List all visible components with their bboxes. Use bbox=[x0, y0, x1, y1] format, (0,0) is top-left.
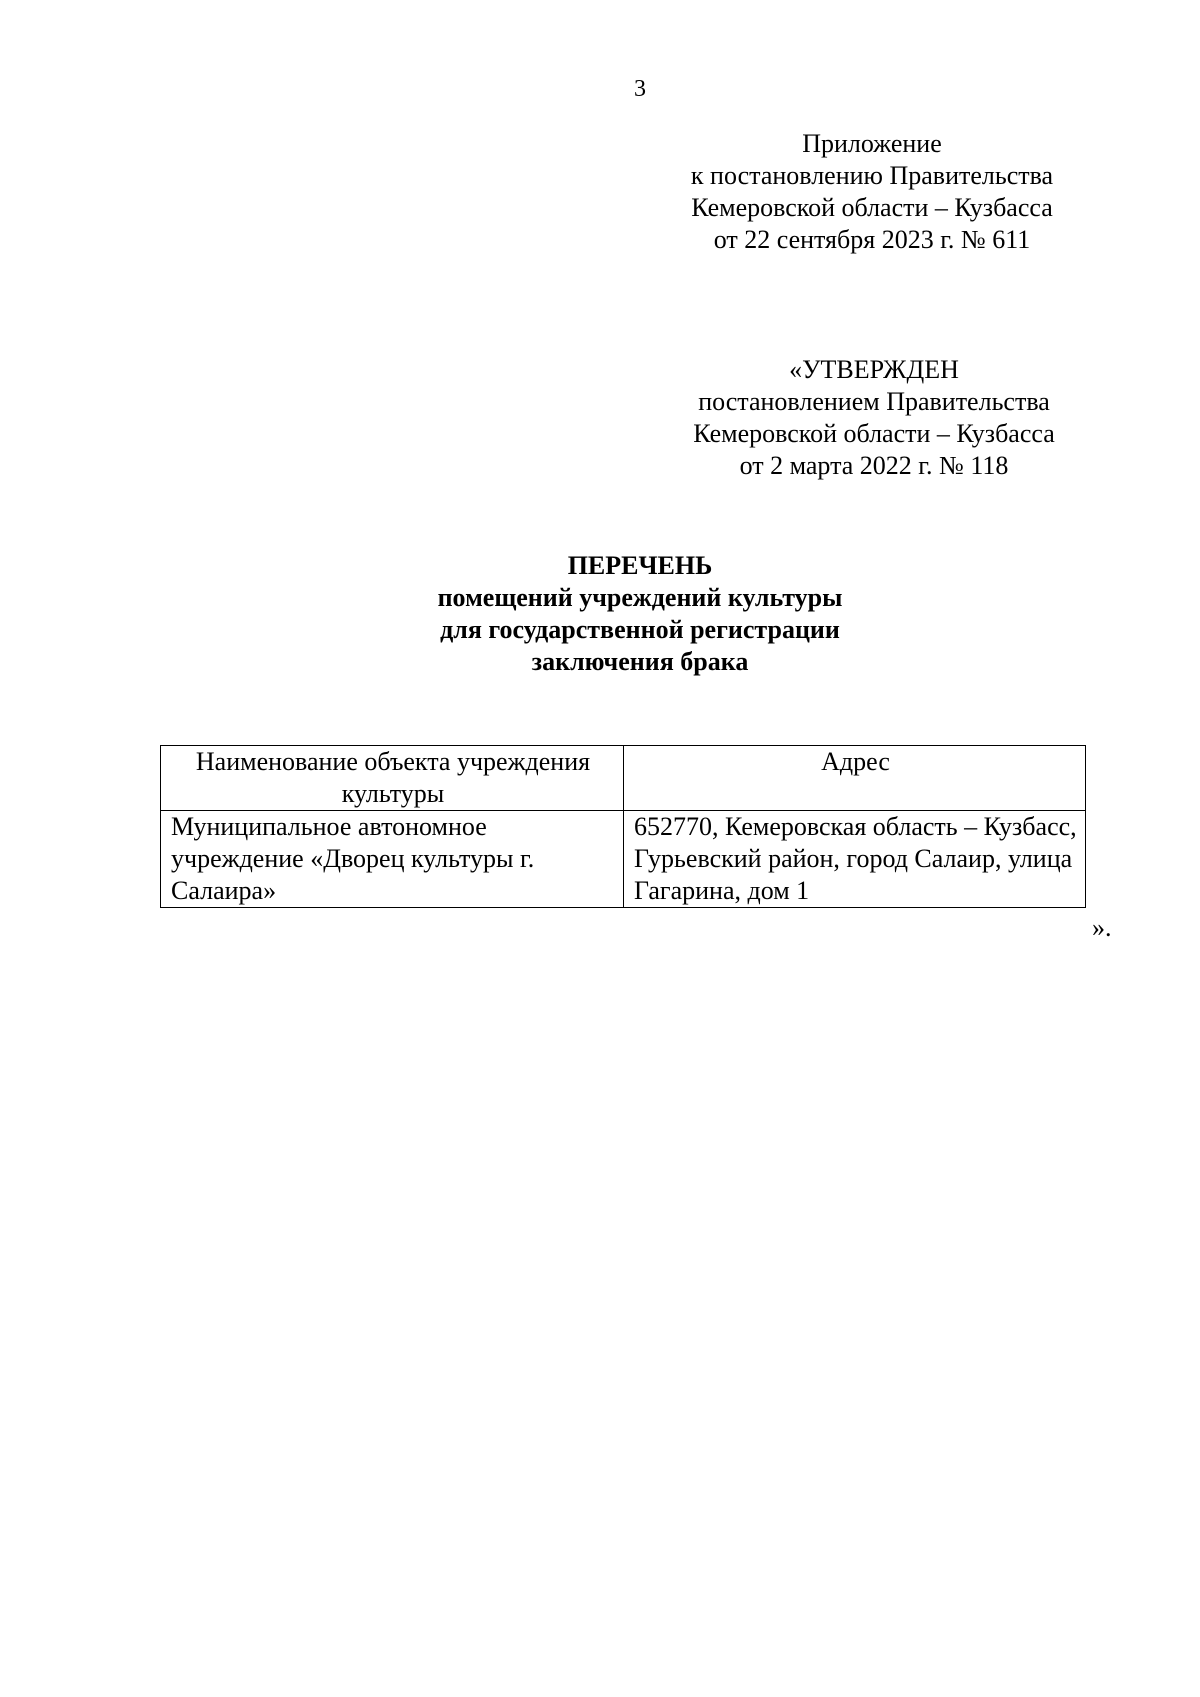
appendix-line: Кемеровской области – Кузбасса bbox=[691, 193, 1053, 222]
title-line: для государственной регистрации bbox=[440, 615, 840, 644]
approved-line: от 2 марта 2022 г. № 118 bbox=[739, 451, 1009, 480]
institution-address-cell: 652770, Кемеровская область – Кузбасс, Гурьевский район, город Салаир, улица Гагарина, дом 1 bbox=[624, 811, 1086, 908]
table-row bbox=[161, 811, 1086, 908]
approved-line: Кемеровской области – Кузбасса bbox=[693, 419, 1055, 448]
institutions-table bbox=[160, 745, 1086, 908]
column-header-name: Наименование объекта учреждения культуры bbox=[161, 746, 624, 811]
appendix-line: Приложение bbox=[802, 129, 942, 158]
table-header-row bbox=[161, 746, 1086, 811]
title-line: заключения брака bbox=[531, 647, 749, 676]
document-title bbox=[300, 550, 980, 678]
title-line: помещений учреждений культуры bbox=[437, 583, 843, 612]
closing-quote: ». bbox=[1092, 913, 1112, 942]
appendix-line: к постановлению Правительства bbox=[690, 161, 1054, 190]
page-number: 3 bbox=[634, 76, 646, 102]
appendix-block bbox=[652, 128, 1092, 256]
title-heading: ПЕРЕЧЕНЬ bbox=[567, 551, 713, 580]
approved-block bbox=[654, 354, 1094, 482]
institution-name-cell: Муниципальное автономное учреждение «Дворец культуры г. Салаира» bbox=[161, 811, 624, 908]
approved-line: постановлением Правительства bbox=[698, 387, 1050, 416]
appendix-line: от 22 сентября 2023 г. № 611 bbox=[713, 225, 1031, 254]
column-header-address: Адрес bbox=[624, 746, 1086, 811]
approved-line: «УТВЕРЖДЕН bbox=[789, 355, 959, 384]
